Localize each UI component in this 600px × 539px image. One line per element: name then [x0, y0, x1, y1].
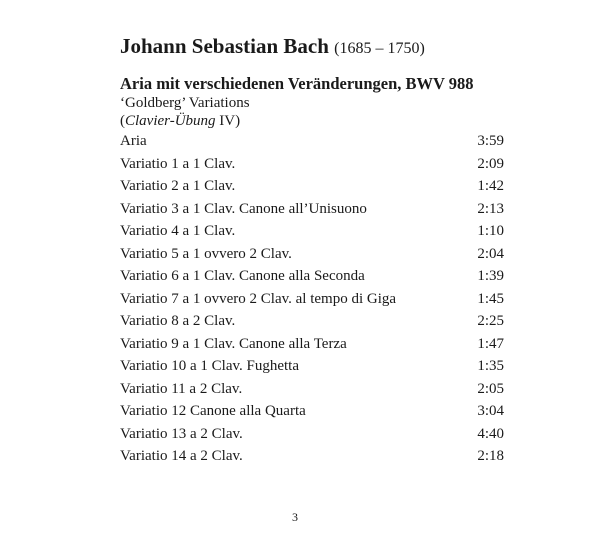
track-row	[120, 333, 504, 356]
track-duration: 1:42	[477, 178, 504, 194]
track-duration: 1:47	[477, 335, 504, 352]
track-title: Variatio 5 a 1 ovvero 2 Clav.	[120, 245, 292, 262]
track-row	[120, 243, 504, 266]
track-duration: 1:10	[477, 223, 504, 239]
track-row	[120, 130, 504, 153]
track-title: Variatio 6 a 1 Clav. Canone alla Seconda	[120, 268, 365, 284]
work-title: Aria mit verschiedenen Veränderungen, BWV 988	[120, 74, 474, 93]
track-duration: 2:09	[477, 155, 504, 172]
track-title: Variatio 7 a 1 ovvero 2 Clav. al tempo di Giga	[120, 290, 397, 307]
track-row	[120, 355, 504, 378]
track-title: Variatio 14 a 2 Clav.	[120, 448, 243, 464]
track-title: Variatio 9 a 1 Clav. Canone alla Terza	[120, 335, 347, 352]
track-row	[120, 423, 504, 446]
track-row	[120, 310, 504, 333]
track-row	[120, 175, 504, 198]
track-title: Variatio 4 a 1 Clav.	[120, 223, 236, 239]
track-duration: 2:05	[477, 380, 504, 397]
track-duration: 3:04	[477, 403, 504, 419]
track-duration: 2:18	[477, 448, 504, 464]
composer-dates: (1685 – 1750)	[334, 40, 425, 57]
track-row	[120, 378, 504, 401]
booklet-page	[120, 0, 504, 539]
track-duration: 2:13	[477, 200, 504, 217]
track-duration: 3:59	[477, 133, 504, 149]
track-duration: 2:25	[477, 313, 504, 329]
collection-rest: IV)	[215, 113, 241, 129]
track-title: Variatio 10 a 1 Clav. Fughetta	[120, 358, 299, 374]
composer-heading	[120, 33, 425, 62]
track-row	[120, 153, 504, 176]
track-row	[120, 265, 504, 288]
track-title: Variatio 12 Canone alla Quarta	[120, 403, 306, 419]
track-title: Variatio 3 a 1 Clav. Canone all’Unisuono	[120, 200, 367, 217]
track-row	[120, 220, 504, 243]
track-row	[120, 445, 504, 468]
track-title: Variatio 2 a 1 Clav.	[120, 178, 236, 194]
page-number: 3	[292, 510, 298, 524]
track-row	[120, 288, 504, 311]
composer-name: Johann Sebastian Bach	[120, 34, 329, 58]
collection-name: Clavier-Übung	[125, 113, 216, 129]
track-row	[120, 198, 504, 221]
track-row	[120, 400, 504, 423]
track-list	[120, 130, 504, 468]
track-title: Variatio 1 a 1 Clav.	[120, 155, 236, 172]
track-duration: 4:40	[477, 425, 504, 442]
work-collection	[120, 112, 504, 130]
track-duration: 1:39	[477, 268, 504, 284]
track-duration: 2:04	[477, 245, 504, 262]
track-title: Variatio 13 a 2 Clav.	[120, 425, 243, 442]
track-duration: 1:35	[477, 358, 504, 374]
track-title: Variatio 11 a 2 Clav.	[120, 380, 243, 397]
collection-open: (	[120, 113, 125, 129]
track-title: Aria	[120, 133, 147, 149]
work-heading	[120, 74, 504, 130]
work-subtitle: ‘Goldberg’ Variations	[120, 95, 250, 111]
track-title: Variatio 8 a 2 Clav.	[120, 313, 236, 329]
track-duration: 1:45	[477, 290, 504, 307]
